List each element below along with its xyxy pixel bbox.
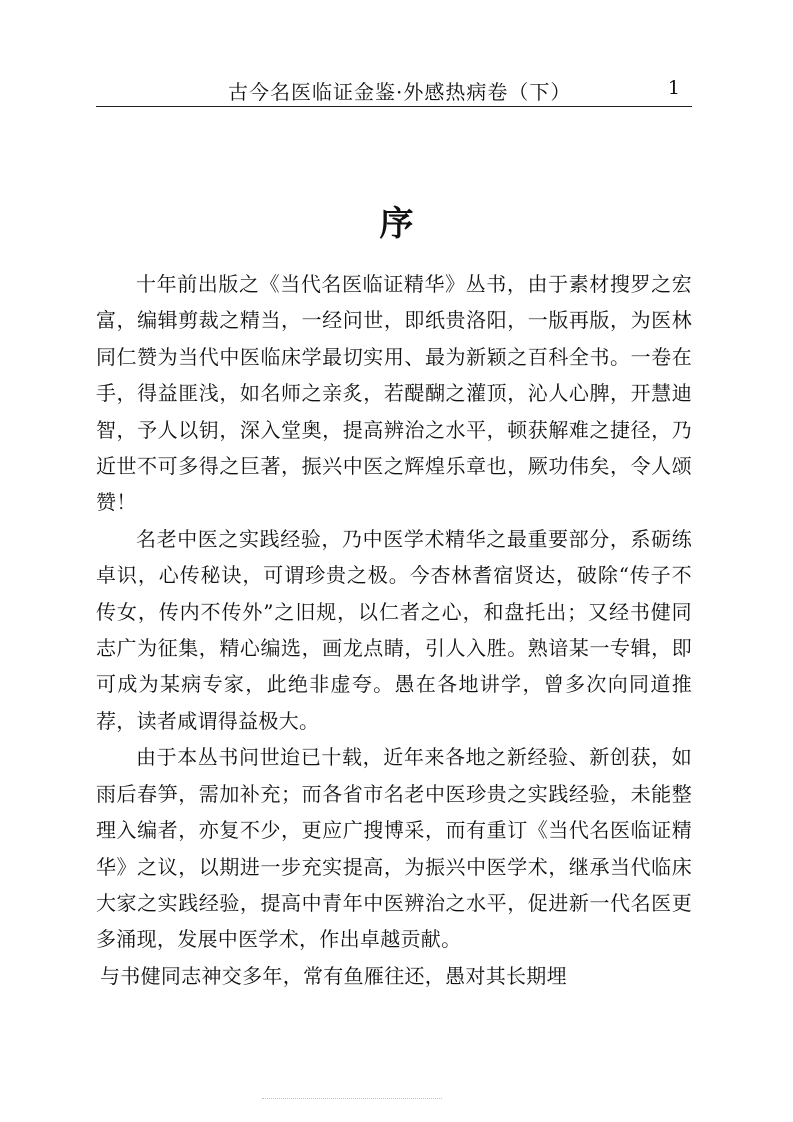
running-header: [96, 74, 692, 104]
paragraph-4: 与书健同志神交多年，常有鱼雁往还，愚对其长期埋: [100, 963, 567, 988]
section-title: 序: [379, 204, 414, 244]
paragraph-1: 十年前出版之《当代名医临证精华》丛书，由于素材搜罗之宏富，编辑剪裁之精当，一经问世，即纸贵洛阳，一版再版，为医林同仁赞为当代中医临床学最切实用、最为新颖之百科全书。一卷在手，得益匪浅，如名师之亲炙，若醍醐之灌顶，沁人心脾，开慧迪智，予人以钥，深入堂奥，提高辨治之水平，顿获解难之捷径，乃近世不可多得之巨著，振兴中医之辉煌乐章也，厥功伟矣，令人颂赞！: [96, 272, 692, 515]
running-title: 古今名医临证金鉴·外感热病卷（下）: [228, 80, 572, 104]
header-rule: [96, 106, 692, 107]
paragraph-2: 名老中医之实践经验，乃中医学术精华之最重要部分，系砺练卓识，心传秘诀，可谓珍贵之极。今杏林耆宿贤达，破除“传子不传女，传内不传外”之旧规，以仁者之心，和盘托出；又经书健同志广为征集，精心编选，画龙点睛，引人入胜。熟谙某一专辑，即可成为某病专家，此绝非虚夸。愚在各地讲学，曾多次向同道推荐，读者咸谓得益极大。: [96, 526, 692, 733]
preface-body: [96, 266, 692, 994]
scan-artifact: [262, 1098, 442, 1103]
paragraph-3: 由于本丛书问世迨已十载，近年来各地之新经验、新创获，如雨后春笋，需加补充；而各省市名老中医珍贵之实践经验，未能整理入编者，亦复不少，更应广搜博采，而有重订《当代名医临证精华》之议，以期进一步充实提高，为振兴中医学术，继承当代临床大家之实践经验，提高中青年中医辨治之水平，促进新一代名医更多涌现，发展中医学术，作出卓越贡献。: [96, 745, 692, 952]
page-number: 1: [667, 77, 680, 99]
